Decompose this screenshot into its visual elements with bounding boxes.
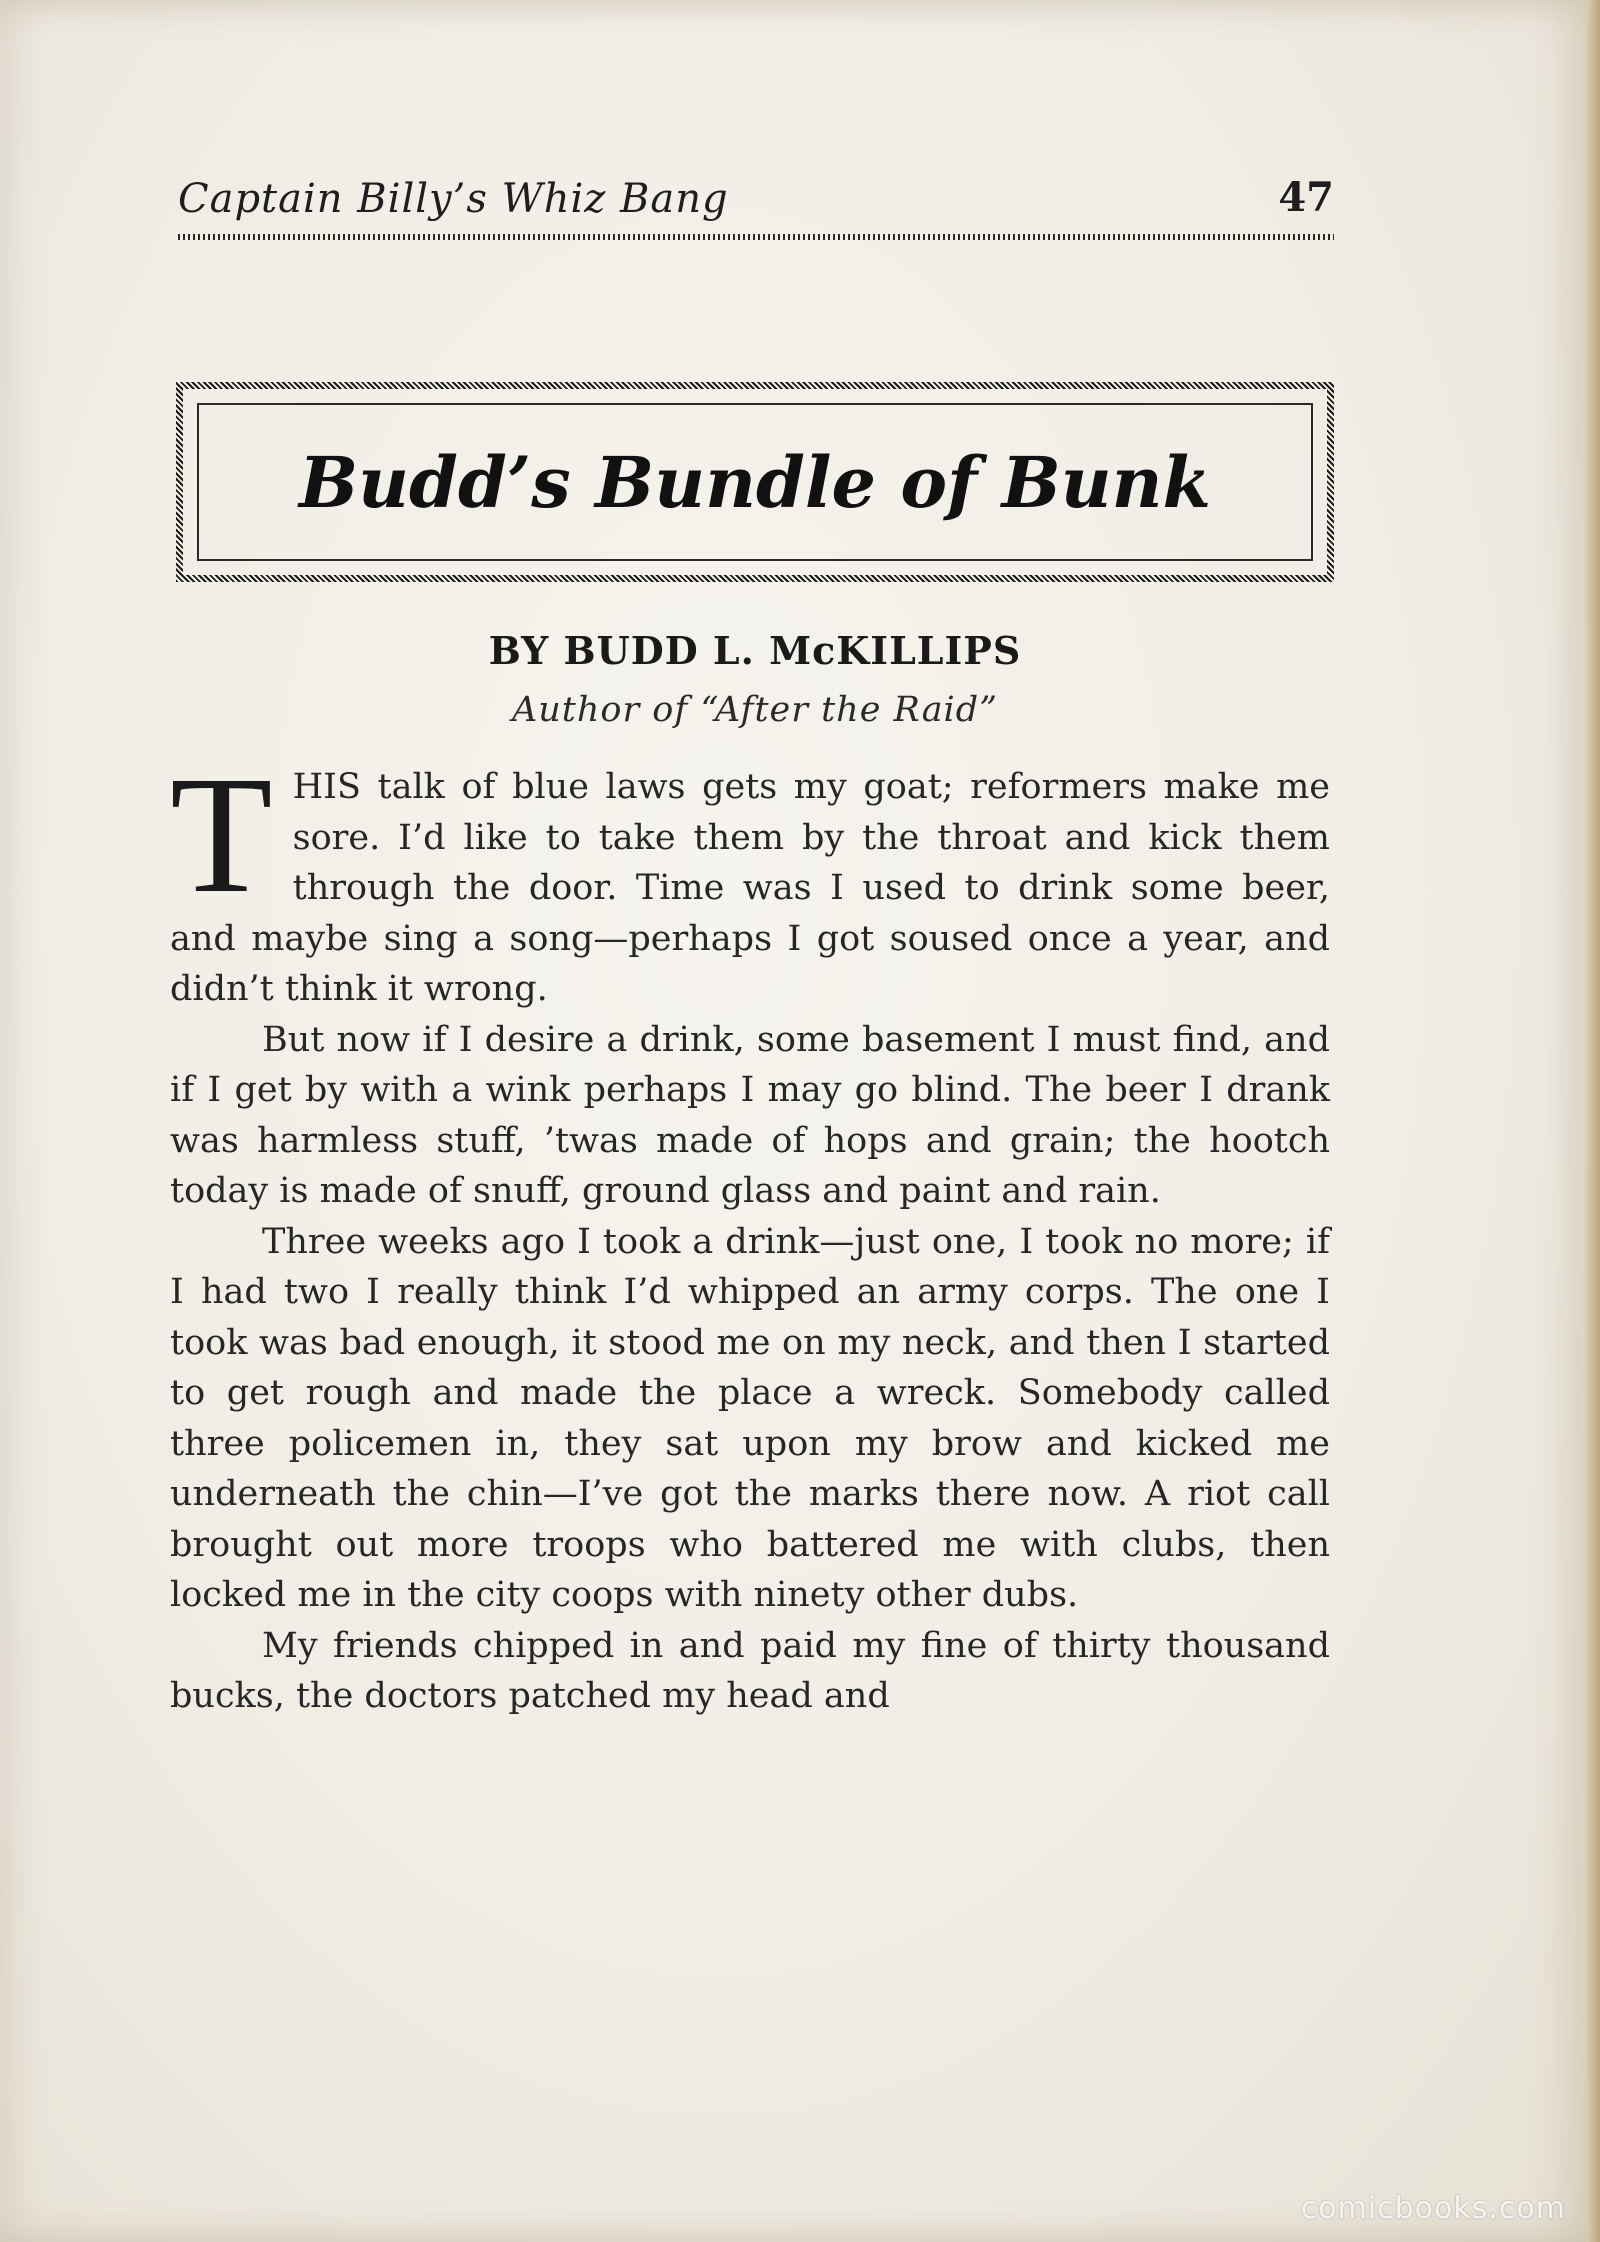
article-body	[170, 742, 1330, 1722]
title-frame	[176, 382, 1334, 582]
paragraph: Three weeks ago I took a drink—just one, I took no more; if I had two I really think I’d whipped an army corps. The one I took was bad enough, it stood me on my neck, and then I started to get rough and made the place a wreck. Somebody called three policemen in, they sat upon my brow and kicked me underneath the chin—I’ve got the marks there now. A riot call brought out more troops who battered me with clubs, then locked me in the city coops with ninety other dubs.	[170, 1221, 1330, 1615]
header-rule	[178, 234, 1334, 240]
paragraph: My friends chipped in and paid my fine of thirty thousand bucks, the doctors patched my head and	[170, 1625, 1330, 1716]
article-title: Budd’s Bundle of Bunk	[298, 441, 1212, 524]
paragraph	[170, 742, 1330, 1015]
publication-title: Captain Billy’s Whiz Bang	[178, 176, 729, 222]
page-edge	[1586, 0, 1600, 2242]
drop-cap: T	[170, 742, 273, 928]
paragraph-text: HIS talk of blue laws gets my goat; reformers make me sore. I’d like to take them by the throat and kick them through the door. Time was I used to drink some beer, and maybe sing a song—perhaps I got soused once a year, and didn’t think it wrong.	[170, 767, 1330, 1009]
title-frame-inner	[197, 403, 1313, 561]
running-head	[178, 170, 1334, 232]
paragraph: But now if I desire a drink, some basement I must find, and if I get by with a wink perhaps I may go blind. The beer I drank was harmless stuff, ’twas made of hops and grain; the hootch today is made of snuff, ground glass and paint and rain.	[170, 1019, 1330, 1211]
author-note: Author of “After the Raid”	[511, 690, 999, 730]
watermark: comicbooks.com	[1300, 2191, 1566, 2226]
page-number: 47	[1278, 174, 1334, 221]
byline: BY BUDD L. McKILLIPS	[488, 628, 1022, 673]
